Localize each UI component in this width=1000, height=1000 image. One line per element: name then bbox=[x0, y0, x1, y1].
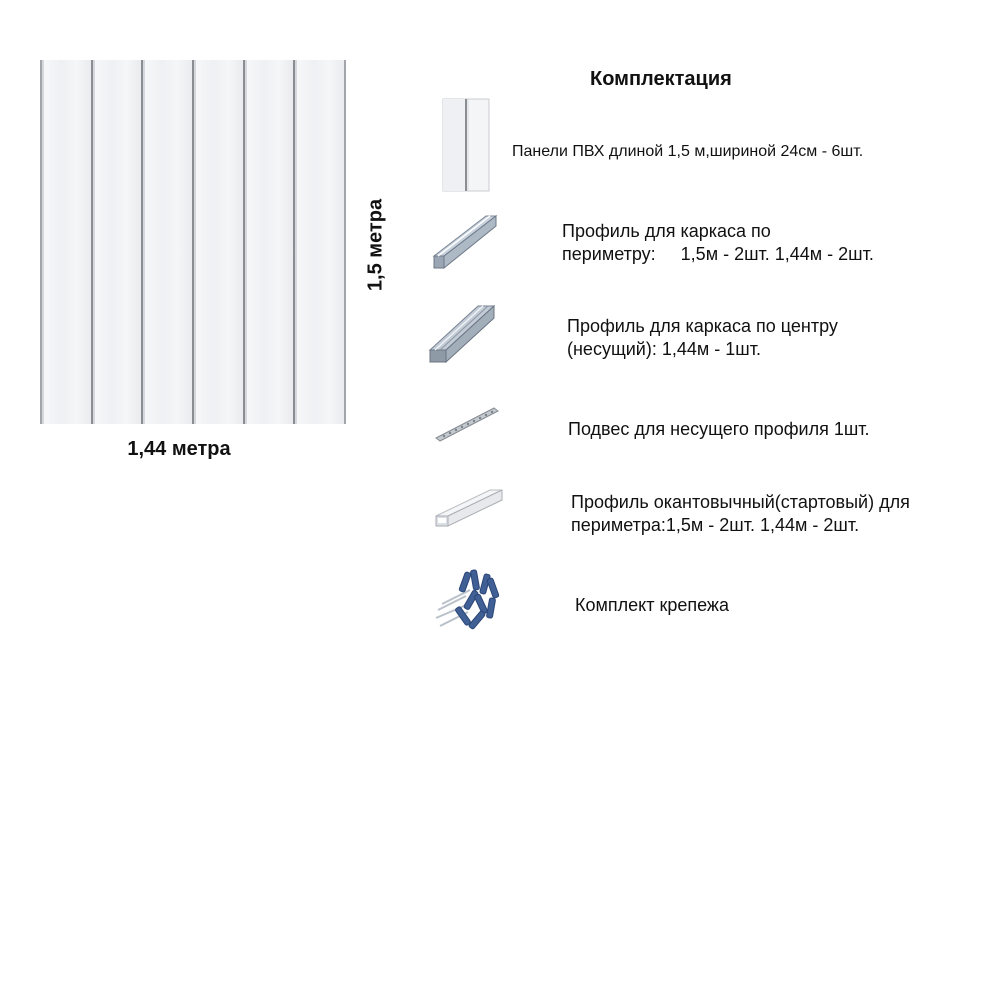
kit-item-line: Комплект крепежа bbox=[575, 595, 729, 615]
kit-item-text bbox=[562, 220, 874, 266]
kit-item-line: Подвес для несущего профиля 1шт. bbox=[568, 419, 870, 439]
kit-item-text bbox=[568, 418, 870, 441]
kit-item-text bbox=[512, 140, 863, 163]
width-dimension-label: 1,44 метра bbox=[127, 438, 231, 460]
kit-item-text bbox=[571, 491, 910, 537]
kit-item-line: периметру: 1,5м - 2шт. 1,44м - 2шт. bbox=[562, 244, 874, 264]
perimeter-frame-profile-icon bbox=[430, 212, 500, 275]
panel-slat bbox=[91, 60, 142, 424]
pvc-panel-icon bbox=[442, 98, 490, 197]
kit-title: Комплектация bbox=[590, 68, 732, 90]
fasteners-kit-icon bbox=[432, 566, 506, 641]
panel-slat bbox=[40, 60, 91, 424]
pvc-panel-illustration bbox=[40, 60, 346, 424]
kit-item-text bbox=[567, 315, 838, 361]
kit-item-text bbox=[575, 594, 729, 617]
kit-item-line: Профиль для каркаса по центру bbox=[567, 316, 838, 336]
kit-item-line: Панели ПВХ длиной 1,5 м,шириной 24см - 6шт. bbox=[512, 143, 864, 160]
edging-start-profile-icon bbox=[432, 486, 504, 541]
kit-item-line: (несущий): 1,44м - 1шт. bbox=[567, 339, 761, 359]
center-bearing-profile-icon bbox=[428, 302, 496, 369]
panel-slat bbox=[293, 60, 346, 424]
kit-item-line: периметра:1,5м - 2шт. 1,44м - 2шт. bbox=[571, 515, 860, 535]
hanger-strip-icon bbox=[432, 402, 500, 449]
kit-item-line: Профиль для каркаса по bbox=[562, 221, 771, 241]
kit-item-line: Профиль окантовычный(стартовый) для bbox=[571, 492, 910, 512]
height-dimension-label: 1,5 метра bbox=[364, 198, 387, 292]
panel-slat bbox=[141, 60, 192, 424]
panel-slat bbox=[192, 60, 243, 424]
panel-slat bbox=[243, 60, 294, 424]
